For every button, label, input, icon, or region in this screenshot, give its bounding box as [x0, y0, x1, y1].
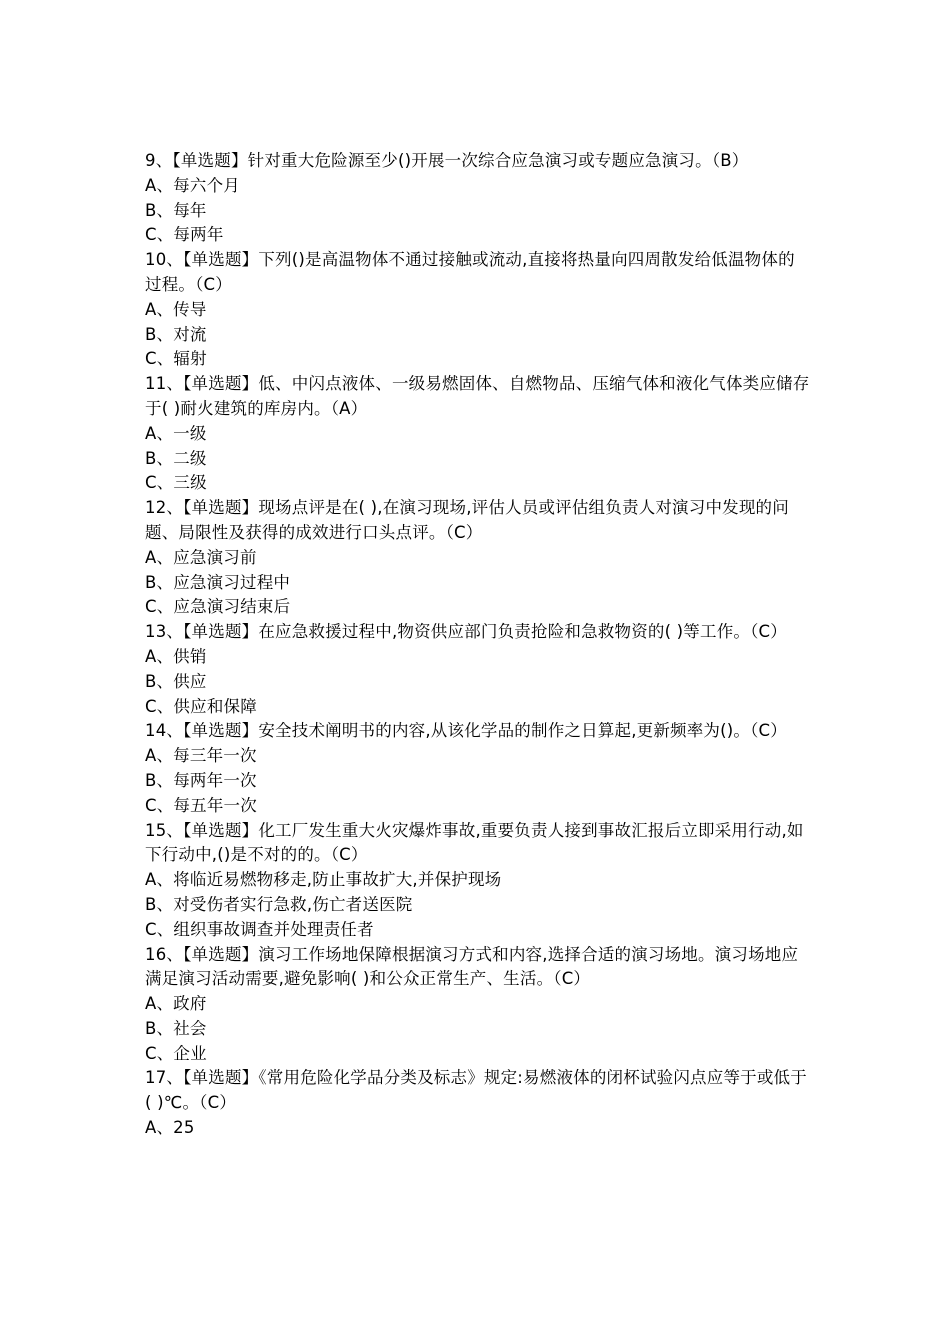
question-16 — [145, 943, 810, 1067]
option-a: A、每三年一次 — [145, 746, 257, 766]
option-c: C、供应和保障 — [145, 696, 257, 716]
option-a: A、25 — [145, 1118, 195, 1138]
question-list — [145, 149, 810, 1141]
option-c: C、组织事故调查并处理责任者 — [145, 919, 374, 939]
option-b: B、应急演习过程中 — [145, 572, 291, 592]
question-text: 15、【单选题】化工厂发生重大火灾爆炸事故,重要负责人接到事故汇报后立即采用行动,如下行动中,()是不对的的。（C） — [145, 820, 804, 865]
option-b: B、每两年一次 — [145, 770, 257, 790]
question-text: 16、【单选题】演习工作场地保障根据演习方式和内容,选择合适的演习场地。演习场地应满足演习活动需要,避免影响( )和公众正常生产、生活。（C） — [145, 944, 799, 989]
question-text: 17、【单选题】《常用危险化学品分类及标志》规定:易燃液体的闭杯试验闪点应等于或低于( )℃。（C） — [145, 1068, 807, 1113]
option-b: B、每年 — [145, 200, 207, 220]
option-c: C、每五年一次 — [145, 795, 257, 815]
option-a: A、传导 — [145, 299, 207, 319]
question-17 — [145, 1066, 810, 1140]
option-a: A、每六个月 — [145, 175, 240, 195]
question-text: 11、【单选题】低、中闪点液体、一级易燃固体、自燃物品、压缩气体和液化气体类应储存于( )耐火建筑的库房内。（A） — [145, 374, 810, 418]
option-a: A、将临近易燃物移走,防止事故扩大,并保护现场 — [145, 870, 502, 890]
question-text: 9、【单选题】针对重大危险源至少()开展一次综合应急演习或专题应急演习。（B） — [145, 151, 749, 170]
option-c: C、应急演习结束后 — [145, 597, 291, 617]
option-b: B、供应 — [145, 671, 207, 691]
question-9 — [145, 149, 810, 248]
question-text: 14、【单选题】安全技术阐明书的内容,从该化学品的制作之日算起,更新频率为()。（C） — [145, 721, 787, 741]
option-b: B、社会 — [145, 1018, 207, 1038]
question-text: 12、【单选题】现场点评是在( ),在演习现场,评估人员或评估组负责人对演习中发现的问题、局限性及获得的成效进行口头点评。（C） — [145, 498, 789, 542]
option-b: B、对受伤者实行急救,伤亡者送医院 — [145, 894, 413, 914]
question-text: 10、【单选题】下列()是高温物体不通过接触或流动,直接将热量向四周散发给低温物体的过程。（C） — [145, 250, 795, 294]
question-15 — [145, 819, 810, 943]
option-c: C、每两年 — [145, 225, 224, 245]
option-c: C、三级 — [145, 473, 207, 493]
option-b: B、二级 — [145, 448, 207, 468]
option-a: A、应急演习前 — [145, 547, 257, 567]
question-10 — [145, 248, 810, 372]
option-a: A、政府 — [145, 994, 207, 1014]
question-13 — [145, 620, 810, 719]
option-c: C、企业 — [145, 1043, 207, 1063]
option-b: B、对流 — [145, 324, 207, 344]
question-11 — [145, 372, 810, 496]
question-14 — [145, 719, 810, 818]
option-a: A、供销 — [145, 646, 207, 666]
question-12 — [145, 496, 810, 620]
question-text: 13、【单选题】在应急救援过程中,物资供应部门负责抢险和急救物资的( )等工作。（C） — [145, 622, 787, 642]
option-c: C、辐射 — [145, 349, 207, 369]
option-a: A、一级 — [145, 423, 207, 443]
